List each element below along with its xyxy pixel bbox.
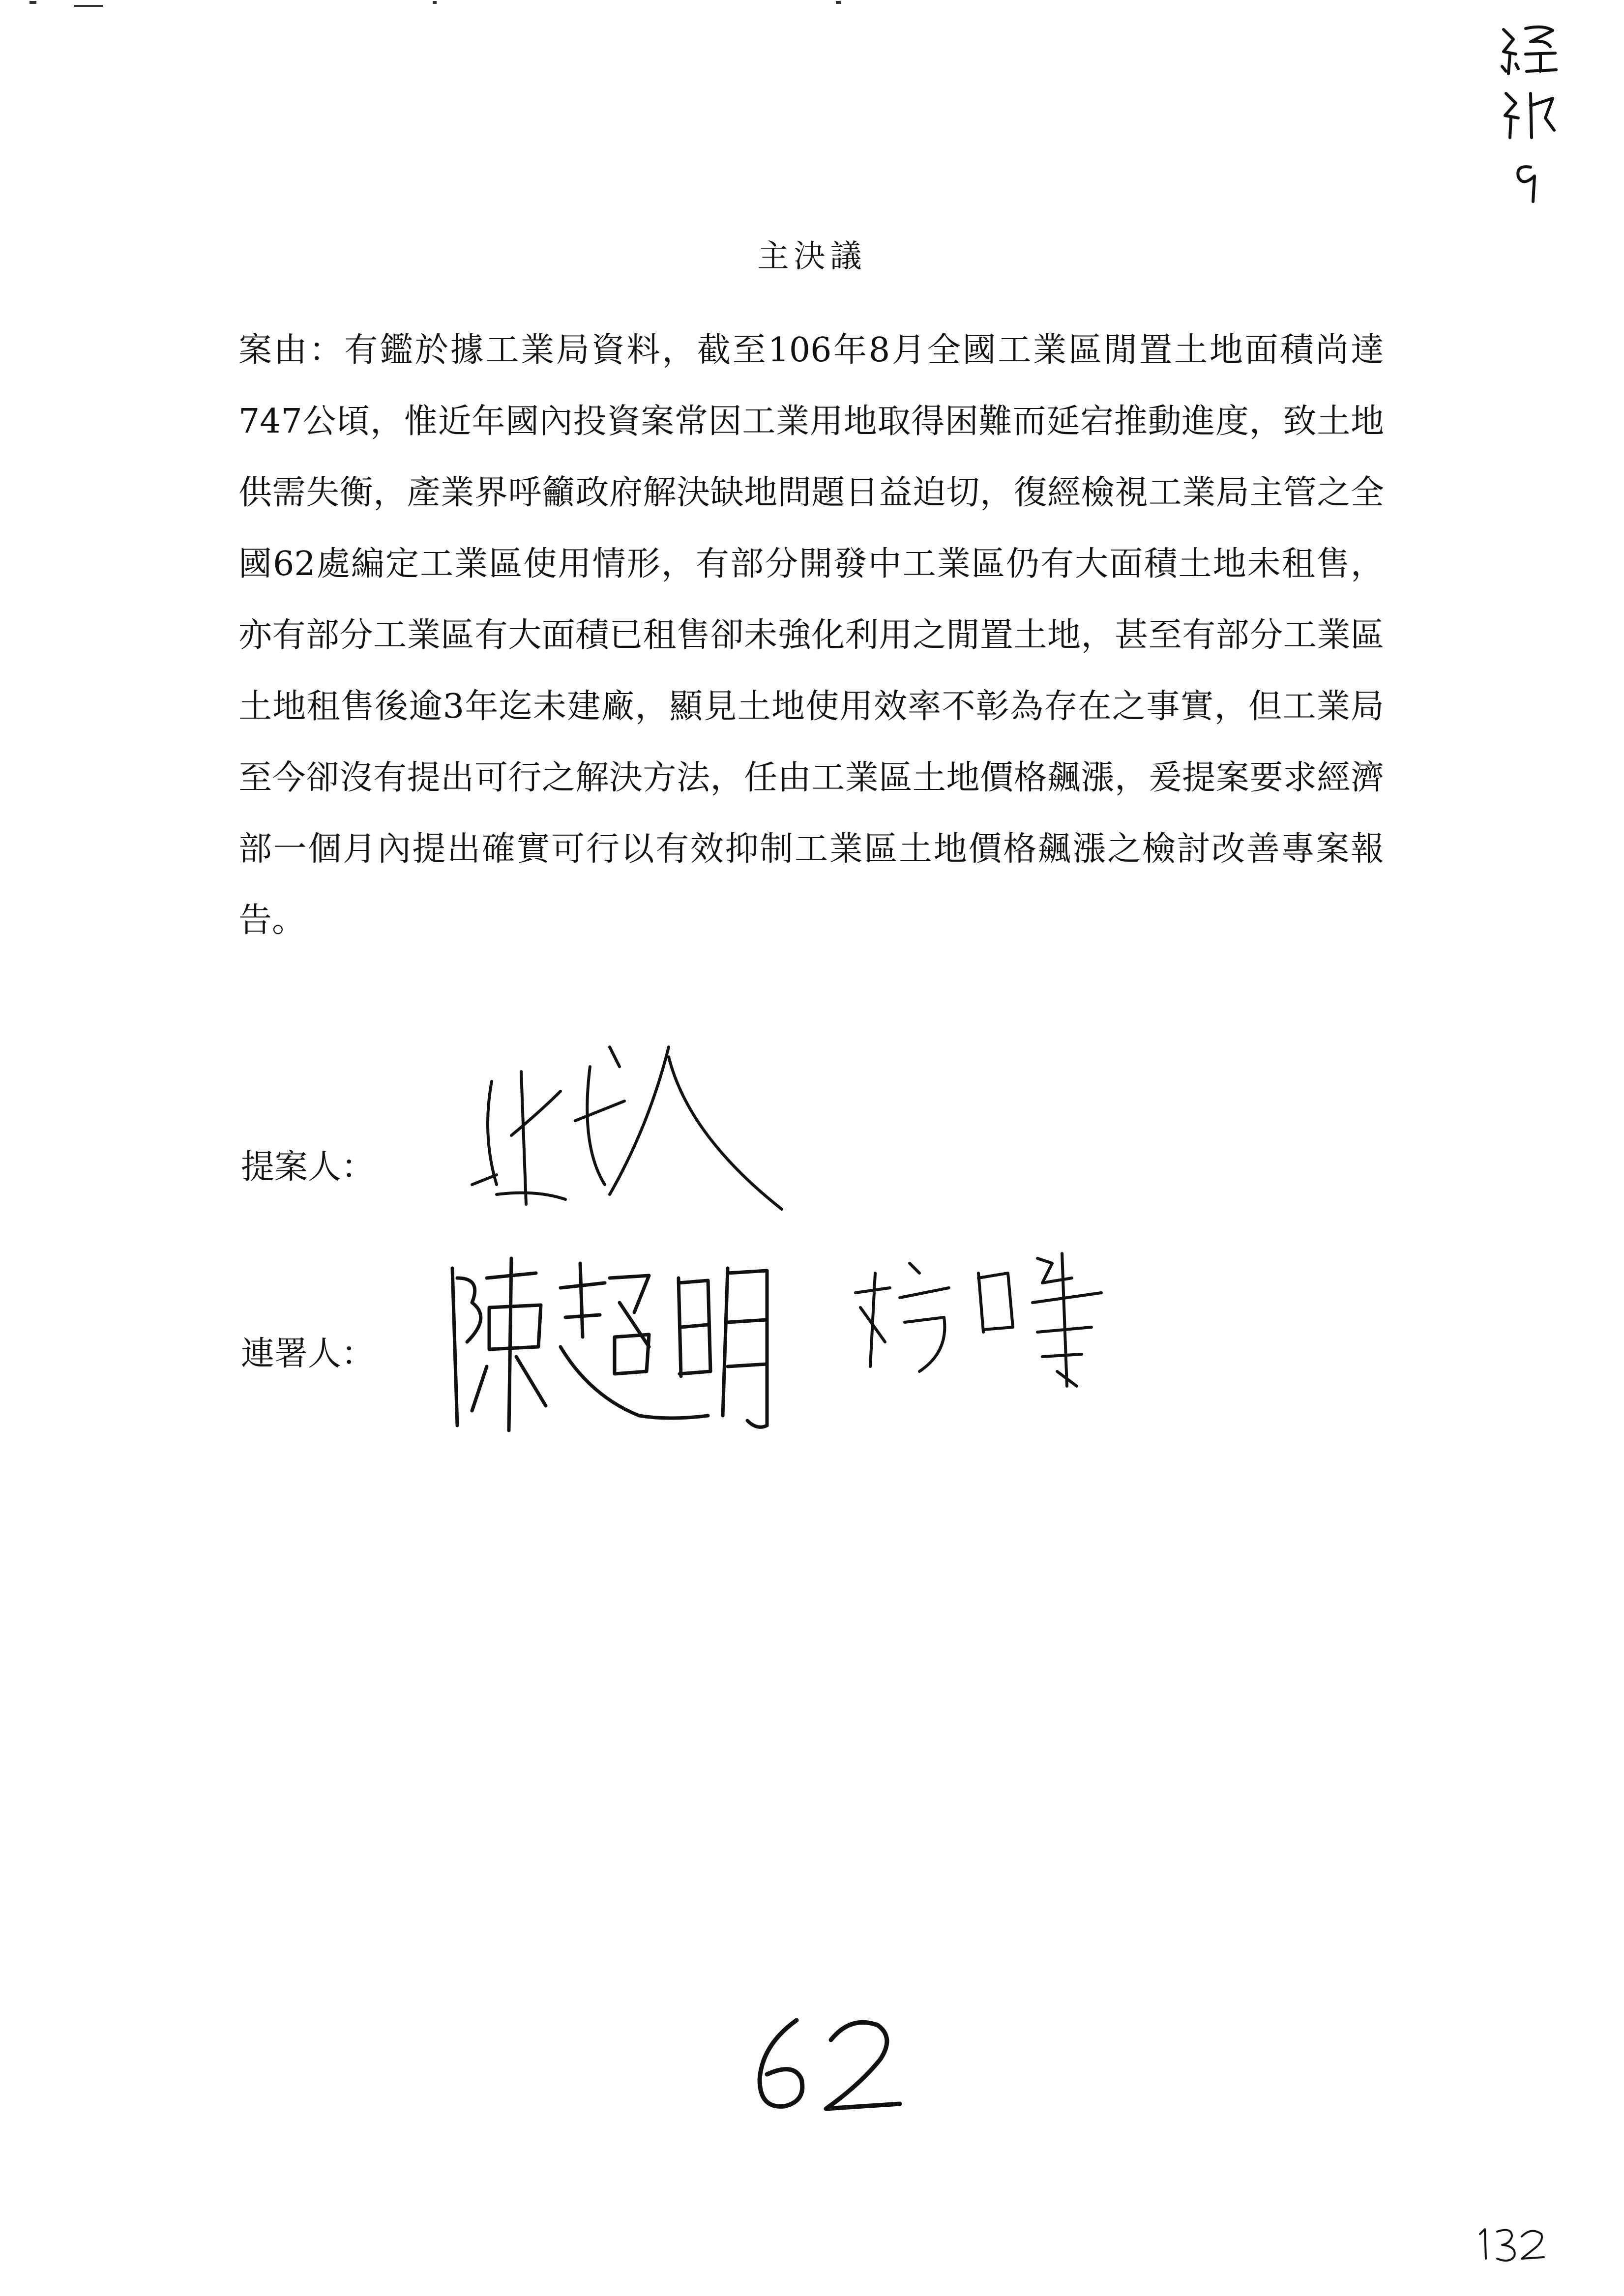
document-title: 主決議: [757, 238, 867, 275]
handwritten-margin-note: [1496, 20, 1565, 206]
scan-edge-marks: [0, 0, 885, 9]
cosigner-signature-2: [846, 1244, 1141, 1401]
proposer-label: 提案人：: [241, 1148, 375, 1187]
handwritten-page-number: [738, 2005, 915, 2123]
proposer-signature: [462, 1037, 836, 1244]
resolution-body: 案由：有鑑於據工業局資料，截至106年8月全國工業區閒置土地面積尚達747公頃，惟近年國內投資案常因工業用地取得困難而延宕推動進度，致土地供需失衡，產業界呼籲政府解決缺地問題日益迫切，復經檢視工業局主管之全國62處編定工業區使用情形，有部分開發中工業區仍有大面積土地未租售，亦有部分工業區有大面積已租售卻未強化利用之閒置土地，甚至有部分工業區土地租售後逾3年迄未建廠，顯見土地使用效率不彰為存在之事實，但工業局至今卻沒有提出可行之解決方法，任由工業區土地價格飆漲，爰提案要求經濟部一個月內提出確實可行以有效抑制工業區土地價格飆漲之檢討改善專案報告。: [238, 331, 1384, 940]
cosigner-label: 連署人：: [241, 1335, 375, 1373]
cosigner-signature-1: [443, 1249, 816, 1455]
handwritten-folio-number: [1470, 2222, 1549, 2266]
